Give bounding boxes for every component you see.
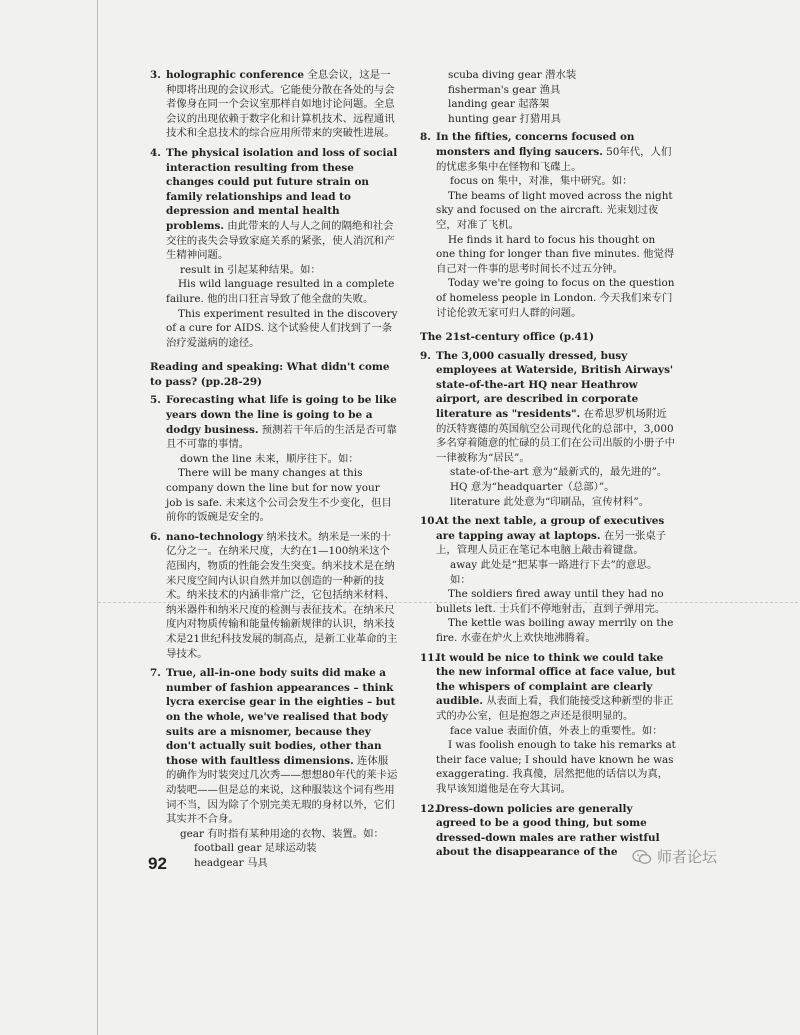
gloss: 预测若干年后的生活是否可靠且不可靠的事情。	[166, 423, 397, 451]
note-item-8	[420, 130, 676, 320]
phrase-note: literature 此处意为“印刷品，宣传材料”。	[450, 495, 650, 508]
left-column	[150, 68, 398, 875]
key-sentence: Dress-down policies are generally agreed to be a good thing, but some dressed-down males are rather wistful about the disappearance of the	[436, 802, 660, 859]
item-number: 6.	[150, 530, 161, 543]
watermark-text: 师者论坛	[657, 848, 718, 866]
gear-example: hunting gear 打猎用具	[448, 112, 562, 125]
example-sentence: The beams of light moved across the night sky and focused on the aircraft. 光束划过夜空，对准了飞机。	[436, 189, 673, 231]
key-sentence: The 3,000 casually dressed, busy employees at Waterside, British Airways' state-of-the-art HQ near Heathrow airport, are described in corporate literature as "residents".	[436, 349, 674, 421]
item-number: 11.	[420, 651, 439, 664]
item-number: 3.	[150, 69, 161, 81]
item-number: 9.	[420, 349, 431, 362]
section-heading: Reading and speaking: What didn't come to pass? (pp.28-29)	[150, 361, 390, 388]
gear-example: football gear 足球运动装	[194, 842, 317, 855]
phrase-note: result in 引起某种结果。如：	[180, 263, 321, 276]
example-sentence: The soldiers fired away until they had no bullets left. 士兵们不停地射击，直到子弹用完。	[436, 588, 666, 615]
wechat-icon	[632, 849, 652, 865]
example-sentence: There will be many changes at this company down the line but for now your job is safe. 未来这个公司会发生不少变化，但目前你的饭碗是安全的。	[166, 467, 392, 524]
item-number: 4.	[150, 146, 161, 159]
phrase-note: HQ 意为“headquarter（总部）”。	[450, 481, 615, 494]
key-sentence: At the next table, a group of executives are tapping away at laptops.	[436, 515, 665, 542]
item-number: 7.	[150, 667, 161, 680]
gloss: 50年代，人们的忧虑多集中在怪物和飞碟上。	[436, 145, 672, 173]
phrase-note: gear 有时指有某种用途的衣物、装置。如：	[180, 827, 384, 840]
watermark	[632, 846, 717, 867]
example-sentence: He finds it hard to focus his thought on one thing for longer than five minutes. 他觉得自己对一件事的思考时间长不过五分钟。	[436, 233, 675, 275]
note-item-4	[150, 146, 398, 350]
gear-example: scuba diving gear 潜水装	[448, 69, 577, 81]
key-sentence: Forecasting what life is going to be like years down the line is going to be a dodgy business.	[166, 394, 397, 436]
gloss: 由此带来的人与人之间的隔绝和社会交往的丧失会导致家庭关系的紧张，使人消沉和产生精神问题。	[166, 219, 395, 262]
gloss: 纳米技术。纳米是一米的十亿分之一。在纳米尺度，大约在1—100纳米这个范围内，物质的性能会发生突变。纳米技术是在纳米尺度空间内认识自然并加以创造的一种新的技术。纳米技术的内涵非常广泛，它包括纳米材料、纳米器件和纳米尺度的检测与表征技术。在纳米尺度内对物质传输和能量传输新规律的认识，纳米技术是21世纪科技发展的制高点，是新工业革命的主导技术。	[166, 530, 398, 660]
gloss: 在希思罗机场附近的沃特赛德的英国航空公司现代化的总部中，3,000多名穿着随意的忙碌的员工们在公司出版的小册子中一律被称为“居民”。	[436, 408, 675, 464]
phrase-note: away 此处是“把某事一路进行下去”的意思。如：	[450, 559, 658, 586]
note-item-3	[150, 68, 398, 141]
gloss: 全息会议，这是一种即将出现的会议形式。它能使分散在各处的与会者像身在同一个会议室那样自如地讨论问题。全息会议的出现依赖于数字化和计算机技术、远程通讯技术和全息技术的综合应用所带来的突破性进展。	[166, 69, 395, 140]
example-sentence: His wild language resulted in a complete failure. 他的出口狂言导致了他全盘的失败。	[166, 278, 395, 305]
gloss: 在另一张桌子上，管理人员正在笔记本电脑上敲击着键盘。	[436, 529, 667, 557]
gloss: 连体服的确作为时装突过几次秀——想想80年代的莱卡运动装吧——但是总的来说，这种服装这个词有些用词不当，因为除了个别完美无瑕的身材以外，它们其实并不合身。	[166, 754, 398, 826]
item-number: 8.	[420, 131, 431, 144]
gear-example: landing gear 起落架	[448, 98, 550, 111]
right-column	[420, 68, 676, 865]
key-sentence: It would be nice to think we could take the new informal office at face value, but the whispers of complaint are clearly audible.	[436, 651, 676, 708]
example-sentence: This experiment resulted in the discovery of a cure for AIDS. 这个试验使人们找到了一条治疗爱滋病的途径。	[166, 307, 398, 349]
key-sentence: True, all-in-one body suits did make a number of fashion appearances – think lycra exercise gear in the eighties – but on the whole, we've realised that body suits are a misnomer, because they don't actually suit bodies, other than those with faultless dimensions.	[166, 667, 396, 767]
example-sentence: Today we're going to focus on the question of homeless people in London. 今天我们来专门讨论伦敦无家可归人群的问题。	[436, 277, 675, 319]
note-item-5	[150, 393, 398, 524]
note-item-6	[150, 530, 398, 661]
term: nano-technology	[166, 530, 264, 543]
example-sentence: I was foolish enough to take his remarks at their face value; I should have known he was exaggerating. 我真傻，居然把他的话信以为真，我早该知道他是在夸大其词。	[436, 739, 676, 795]
phrase-note: down the line 未来，顺序往下。如：	[180, 452, 359, 465]
gloss: 从表面上看，我们能接受这种新型的非正式的办公室，但是抱怨之声还是很明显的。	[436, 695, 674, 722]
note-item-11	[420, 651, 676, 797]
key-sentence: The physical isolation and loss of social interaction resulting from these changes could put future strain on family relationships and lead to depression and mental health problems.	[166, 146, 398, 232]
gear-example: headgear 马具	[194, 856, 268, 869]
note-item-10	[420, 514, 676, 645]
phrase-note: focus on 集中，对准，集中研究。如：	[450, 175, 633, 188]
item-number: 5.	[150, 394, 161, 407]
key-sentence: In the fifties, concerns focused on monsters and flying saucers.	[436, 131, 635, 158]
section-heading: The 21st-century office (p.41)	[420, 331, 595, 344]
term: holographic conference	[166, 69, 305, 81]
item-number: 12.	[420, 802, 439, 815]
gear-example: fisherman's gear 渔具	[448, 83, 561, 96]
note-item-7	[150, 666, 398, 870]
binding-margin-line	[97, 0, 98, 1035]
item-number: 10.	[420, 515, 439, 528]
phrase-note: state-of-the-art 意为“最新式的，最先进的”。	[450, 466, 668, 479]
example-sentence: The kettle was boiling away merrily on the fire. 水壶在炉火上欢快地沸腾着。	[436, 617, 674, 644]
phrase-note: face value 表面价值，外表上的重要性。如：	[450, 724, 663, 737]
page-number: 92	[148, 854, 167, 873]
note-item-9	[420, 349, 676, 510]
